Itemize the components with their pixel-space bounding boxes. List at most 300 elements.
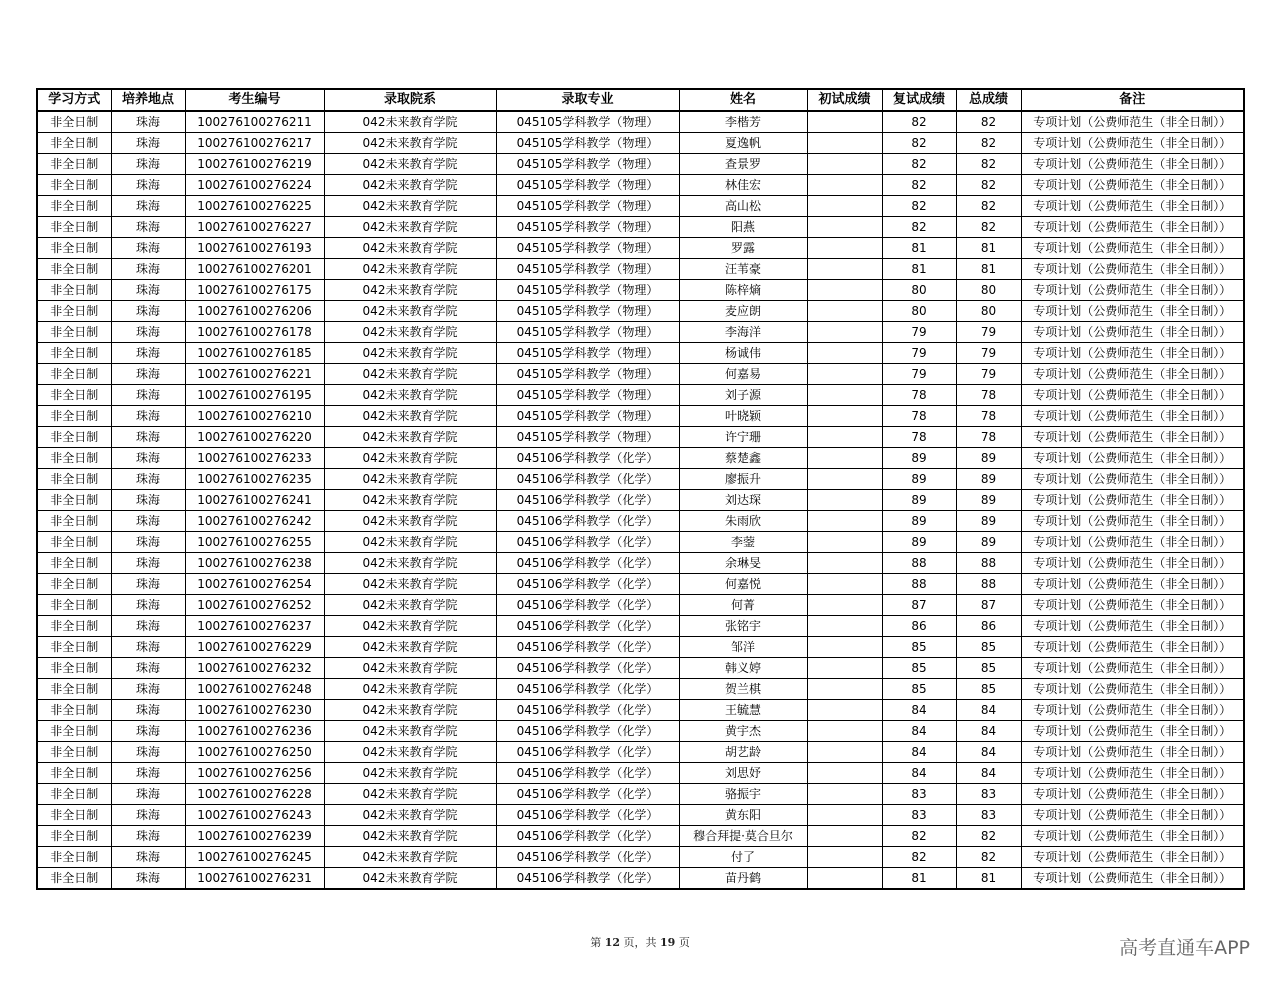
cell-total-score: 79 [956,364,1021,385]
cell-department: 042未来教育学院 [324,553,496,574]
cell-retest-score: 82 [882,111,956,133]
cell-initial-score [807,616,882,637]
cell-name: 刘达琛 [679,490,807,511]
cell-initial-score [807,637,882,658]
cell-initial-score [807,847,882,868]
cell-location: 珠海 [111,574,185,595]
cell-name: 刘思妤 [679,763,807,784]
cell-study-mode: 非全日制 [37,238,111,259]
cell-total-score: 82 [956,826,1021,847]
cell-candidate-id: 100276100276252 [185,595,324,616]
cell-study-mode: 非全日制 [37,406,111,427]
cell-major: 045106学科教学（化学） [496,532,679,553]
header-study-mode: 学习方式 [37,89,111,111]
cell-remarks: 专项计划（公费师范生（非全日制）） [1021,154,1244,175]
cell-department: 042未来教育学院 [324,259,496,280]
cell-major: 045106学科教学（化学） [496,595,679,616]
cell-location: 珠海 [111,217,185,238]
cell-initial-score [807,175,882,196]
cell-location: 珠海 [111,658,185,679]
cell-name: 何嘉易 [679,364,807,385]
cell-candidate-id: 100276100276230 [185,700,324,721]
cell-retest-score: 89 [882,448,956,469]
cell-initial-score [807,595,882,616]
cell-total-score: 81 [956,868,1021,890]
table-row [37,574,1244,595]
cell-retest-score: 83 [882,784,956,805]
cell-remarks: 专项计划（公费师范生（非全日制）） [1021,448,1244,469]
cell-study-mode: 非全日制 [37,511,111,532]
cell-name: 苗丹鹤 [679,868,807,890]
cell-name: 何嘉悦 [679,574,807,595]
cell-location: 珠海 [111,511,185,532]
cell-candidate-id: 100276100276178 [185,322,324,343]
cell-location: 珠海 [111,196,185,217]
cell-location: 珠海 [111,721,185,742]
cell-department: 042未来教育学院 [324,133,496,154]
cell-total-score: 89 [956,490,1021,511]
cell-retest-score: 89 [882,532,956,553]
cell-retest-score: 82 [882,196,956,217]
cell-name: 李楷芳 [679,111,807,133]
cell-remarks: 专项计划（公费师范生（非全日制）） [1021,826,1244,847]
table-row [37,847,1244,868]
cell-retest-score: 86 [882,616,956,637]
table-row [37,343,1244,364]
cell-initial-score [807,532,882,553]
cell-name: 李蓥 [679,532,807,553]
cell-initial-score [807,259,882,280]
cell-department: 042未来教育学院 [324,742,496,763]
table-row [37,784,1244,805]
cell-remarks: 专项计划（公费师范生（非全日制）） [1021,553,1244,574]
cell-total-score: 88 [956,574,1021,595]
cell-total-score: 80 [956,301,1021,322]
table-row [37,805,1244,826]
cell-department: 042未来教育学院 [324,469,496,490]
table-row [37,154,1244,175]
cell-candidate-id: 100276100276242 [185,511,324,532]
cell-location: 珠海 [111,532,185,553]
cell-retest-score: 82 [882,217,956,238]
cell-department: 042未来教育学院 [324,427,496,448]
cell-location: 珠海 [111,154,185,175]
cell-location: 珠海 [111,637,185,658]
cell-candidate-id: 100276100276241 [185,490,324,511]
cell-study-mode: 非全日制 [37,784,111,805]
cell-total-score: 78 [956,427,1021,448]
cell-candidate-id: 100276100276239 [185,826,324,847]
cell-total-score: 87 [956,595,1021,616]
cell-study-mode: 非全日制 [37,217,111,238]
cell-retest-score: 83 [882,805,956,826]
cell-candidate-id: 100276100276185 [185,343,324,364]
table-row [37,406,1244,427]
cell-remarks: 专项计划（公费师范生（非全日制）） [1021,175,1244,196]
cell-study-mode: 非全日制 [37,826,111,847]
cell-candidate-id: 100276100276225 [185,196,324,217]
cell-remarks: 专项计划（公费师范生（非全日制）） [1021,658,1244,679]
table-row [37,259,1244,280]
cell-retest-score: 82 [882,175,956,196]
cell-department: 042未来教育学院 [324,448,496,469]
cell-total-score: 85 [956,658,1021,679]
cell-total-score: 79 [956,322,1021,343]
table-row [37,532,1244,553]
cell-name: 许宁珊 [679,427,807,448]
cell-retest-score: 82 [882,133,956,154]
cell-total-score: 84 [956,700,1021,721]
cell-remarks: 专项计划（公费师范生（非全日制）） [1021,784,1244,805]
cell-study-mode: 非全日制 [37,700,111,721]
cell-location: 珠海 [111,847,185,868]
cell-initial-score [807,154,882,175]
cell-initial-score [807,742,882,763]
cell-location: 珠海 [111,343,185,364]
header-remarks: 备注 [1021,89,1244,111]
cell-candidate-id: 100276100276237 [185,616,324,637]
cell-name: 夏逸帆 [679,133,807,154]
cell-initial-score [807,280,882,301]
cell-study-mode: 非全日制 [37,679,111,700]
cell-remarks: 专项计划（公费师范生（非全日制）） [1021,111,1244,133]
cell-major: 045105学科教学（物理） [496,385,679,406]
cell-study-mode: 非全日制 [37,595,111,616]
cell-initial-score [807,133,882,154]
cell-remarks: 专项计划（公费师范生（非全日制）） [1021,259,1244,280]
cell-department: 042未来教育学院 [324,658,496,679]
cell-remarks: 专项计划（公费师范生（非全日制）） [1021,406,1244,427]
cell-retest-score: 88 [882,553,956,574]
cell-department: 042未来教育学院 [324,111,496,133]
cell-initial-score [807,721,882,742]
cell-initial-score [807,385,882,406]
cell-remarks: 专项计划（公费师范生（非全日制）） [1021,301,1244,322]
cell-initial-score [807,196,882,217]
cell-department: 042未来教育学院 [324,154,496,175]
cell-name: 胡艺龄 [679,742,807,763]
cell-remarks: 专项计划（公费师范生（非全日制）） [1021,490,1244,511]
cell-total-score: 81 [956,259,1021,280]
cell-remarks: 专项计划（公费师范生（非全日制）） [1021,637,1244,658]
cell-study-mode: 非全日制 [37,301,111,322]
cell-department: 042未来教育学院 [324,868,496,890]
table-row [37,385,1244,406]
table-row [37,217,1244,238]
cell-remarks: 专项计划（公费师范生（非全日制）） [1021,679,1244,700]
cell-retest-score: 81 [882,259,956,280]
cell-study-mode: 非全日制 [37,427,111,448]
cell-total-score: 78 [956,385,1021,406]
header-department: 录取院系 [324,89,496,111]
cell-location: 珠海 [111,133,185,154]
cell-candidate-id: 100276100276243 [185,805,324,826]
cell-major: 045105学科教学（物理） [496,133,679,154]
header-major: 录取专业 [496,89,679,111]
cell-location: 珠海 [111,427,185,448]
cell-total-score: 82 [956,133,1021,154]
cell-remarks: 专项计划（公费师范生（非全日制）） [1021,847,1244,868]
cell-retest-score: 78 [882,427,956,448]
cell-study-mode: 非全日制 [37,469,111,490]
cell-location: 珠海 [111,763,185,784]
table-row [37,238,1244,259]
cell-candidate-id: 100276100276221 [185,364,324,385]
header-name: 姓名 [679,89,807,111]
cell-name: 韩义婷 [679,658,807,679]
cell-name: 蔡楚鑫 [679,448,807,469]
table-row [37,721,1244,742]
cell-candidate-id: 100276100276250 [185,742,324,763]
cell-department: 042未来教育学院 [324,826,496,847]
cell-initial-score [807,343,882,364]
cell-total-score: 84 [956,763,1021,784]
cell-total-score: 79 [956,343,1021,364]
cell-remarks: 专项计划（公费师范生（非全日制）） [1021,868,1244,890]
cell-name: 叶晓颖 [679,406,807,427]
cell-name: 汪苇豪 [679,259,807,280]
cell-department: 042未来教育学院 [324,532,496,553]
table-row [37,595,1244,616]
cell-candidate-id: 100276100276238 [185,553,324,574]
cell-initial-score [807,322,882,343]
cell-major: 045105学科教学（物理） [496,175,679,196]
cell-retest-score: 85 [882,637,956,658]
cell-major: 045106学科教学（化学） [496,637,679,658]
cell-location: 珠海 [111,301,185,322]
cell-study-mode: 非全日制 [37,448,111,469]
cell-name: 罗露 [679,238,807,259]
cell-study-mode: 非全日制 [37,175,111,196]
cell-major: 045105学科教学（物理） [496,364,679,385]
cell-department: 042未来教育学院 [324,490,496,511]
cell-study-mode: 非全日制 [37,763,111,784]
cell-department: 042未来教育学院 [324,385,496,406]
cell-total-score: 89 [956,532,1021,553]
cell-retest-score: 85 [882,658,956,679]
cell-study-mode: 非全日制 [37,742,111,763]
cell-study-mode: 非全日制 [37,280,111,301]
cell-candidate-id: 100276100276206 [185,301,324,322]
cell-major: 045106学科教学（化学） [496,826,679,847]
cell-location: 珠海 [111,700,185,721]
cell-major: 045105学科教学（物理） [496,217,679,238]
cell-remarks: 专项计划（公费师范生（非全日制）） [1021,217,1244,238]
cell-major: 045106学科教学（化学） [496,805,679,826]
cell-name: 付了 [679,847,807,868]
table-row [37,301,1244,322]
cell-candidate-id: 100276100276201 [185,259,324,280]
cell-location: 珠海 [111,364,185,385]
cell-initial-score [807,868,882,890]
cell-department: 042未来教育学院 [324,322,496,343]
cell-remarks: 专项计划（公费师范生（非全日制）） [1021,364,1244,385]
cell-study-mode: 非全日制 [37,111,111,133]
cell-location: 珠海 [111,595,185,616]
cell-major: 045105学科教学（物理） [496,427,679,448]
cell-candidate-id: 100276100276256 [185,763,324,784]
table-row [37,868,1244,890]
cell-total-score: 88 [956,553,1021,574]
cell-major: 045105学科教学（物理） [496,280,679,301]
cell-remarks: 专项计划（公费师范生（非全日制）） [1021,511,1244,532]
cell-department: 042未来教育学院 [324,847,496,868]
header-retest-score: 复试成绩 [882,89,956,111]
cell-name: 高山松 [679,196,807,217]
cell-department: 042未来教育学院 [324,406,496,427]
cell-major: 045106学科教学（化学） [496,553,679,574]
watermark-text: 高考直通车APP [1119,937,1250,959]
cell-remarks: 专项计划（公费师范生（非全日制）） [1021,238,1244,259]
cell-study-mode: 非全日制 [37,658,111,679]
cell-retest-score: 82 [882,154,956,175]
cell-candidate-id: 100276100276236 [185,721,324,742]
cell-study-mode: 非全日制 [37,721,111,742]
table-row [37,448,1244,469]
cell-total-score: 82 [956,111,1021,133]
table-row [37,679,1244,700]
cell-major: 045106学科教学（化学） [496,574,679,595]
table-header-row [37,89,1244,111]
table-row [37,322,1244,343]
cell-name: 穆合拜提·莫合旦尔 [679,826,807,847]
cell-initial-score [807,301,882,322]
cell-location: 珠海 [111,742,185,763]
cell-location: 珠海 [111,259,185,280]
cell-retest-score: 89 [882,511,956,532]
cell-department: 042未来教育学院 [324,511,496,532]
cell-study-mode: 非全日制 [37,490,111,511]
cell-remarks: 专项计划（公费师范生（非全日制）） [1021,616,1244,637]
cell-location: 珠海 [111,616,185,637]
cell-location: 珠海 [111,469,185,490]
cell-name: 林佳宏 [679,175,807,196]
cell-study-mode: 非全日制 [37,805,111,826]
cell-location: 珠海 [111,784,185,805]
table-row [37,133,1244,154]
cell-study-mode: 非全日制 [37,637,111,658]
table-row [37,742,1244,763]
cell-major: 045105学科教学（物理） [496,111,679,133]
cell-department: 042未来教育学院 [324,343,496,364]
table-row [37,469,1244,490]
cell-candidate-id: 100276100276195 [185,385,324,406]
cell-study-mode: 非全日制 [37,133,111,154]
cell-remarks: 专项计划（公费师范生（非全日制）） [1021,196,1244,217]
cell-name: 李海洋 [679,322,807,343]
cell-initial-score [807,826,882,847]
cell-initial-score [807,553,882,574]
cell-study-mode: 非全日制 [37,616,111,637]
cell-department: 042未来教育学院 [324,784,496,805]
cell-study-mode: 非全日制 [37,154,111,175]
table-row [37,700,1244,721]
cell-retest-score: 85 [882,679,956,700]
cell-major: 045105学科教学（物理） [496,154,679,175]
cell-total-score: 89 [956,511,1021,532]
cell-location: 珠海 [111,385,185,406]
cell-major: 045105学科教学（物理） [496,259,679,280]
cell-candidate-id: 100276100276233 [185,448,324,469]
table-row [37,427,1244,448]
cell-major: 045106学科教学（化学） [496,679,679,700]
cell-name: 余琳旻 [679,553,807,574]
cell-department: 042未来教育学院 [324,616,496,637]
cell-major: 045105学科教学（物理） [496,343,679,364]
cell-initial-score [807,490,882,511]
cell-major: 045106学科教学（化学） [496,511,679,532]
cell-total-score: 84 [956,742,1021,763]
cell-department: 042未来教育学院 [324,637,496,658]
table-body [37,111,1244,889]
cell-name: 黄宇杰 [679,721,807,742]
cell-candidate-id: 100276100276219 [185,154,324,175]
table-row [37,826,1244,847]
cell-department: 042未来教育学院 [324,721,496,742]
cell-candidate-id: 100276100276217 [185,133,324,154]
header-location: 培养地点 [111,89,185,111]
cell-remarks: 专项计划（公费师范生（非全日制）） [1021,721,1244,742]
cell-retest-score: 82 [882,826,956,847]
footer-suffix: 页 [678,936,690,949]
cell-total-score: 82 [956,847,1021,868]
cell-name: 张铭宇 [679,616,807,637]
cell-total-score: 89 [956,448,1021,469]
cell-candidate-id: 100276100276224 [185,175,324,196]
table-row [37,616,1244,637]
cell-candidate-id: 100276100276227 [185,217,324,238]
cell-retest-score: 81 [882,238,956,259]
table-row [37,111,1244,133]
current-page-number: 12 [604,936,620,949]
cell-major: 045106学科教学（化学） [496,784,679,805]
cell-location: 珠海 [111,406,185,427]
cell-location: 珠海 [111,238,185,259]
cell-location: 珠海 [111,448,185,469]
cell-total-score: 78 [956,406,1021,427]
cell-study-mode: 非全日制 [37,343,111,364]
cell-department: 042未来教育学院 [324,280,496,301]
footer-prefix: 第 [590,936,602,949]
cell-location: 珠海 [111,175,185,196]
cell-major: 045106学科教学（化学） [496,847,679,868]
cell-location: 珠海 [111,826,185,847]
cell-name: 贺兰棋 [679,679,807,700]
table-row [37,175,1244,196]
cell-department: 042未来教育学院 [324,763,496,784]
cell-remarks: 专项计划（公费师范生（非全日制）） [1021,133,1244,154]
cell-major: 045106学科教学（化学） [496,721,679,742]
cell-name: 杨诚伟 [679,343,807,364]
cell-name: 骆振宇 [679,784,807,805]
cell-name: 阳燕 [679,217,807,238]
cell-location: 珠海 [111,280,185,301]
cell-retest-score: 81 [882,868,956,890]
cell-candidate-id: 100276100276229 [185,637,324,658]
cell-initial-score [807,217,882,238]
cell-total-score: 89 [956,469,1021,490]
cell-retest-score: 87 [882,595,956,616]
cell-total-score: 85 [956,637,1021,658]
cell-retest-score: 79 [882,343,956,364]
cell-major: 045106学科教学（化学） [496,700,679,721]
cell-department: 042未来教育学院 [324,175,496,196]
cell-department: 042未来教育学院 [324,805,496,826]
cell-major: 045106学科教学（化学） [496,448,679,469]
table-row [37,553,1244,574]
cell-candidate-id: 100276100276232 [185,658,324,679]
cell-candidate-id: 100276100276228 [185,784,324,805]
